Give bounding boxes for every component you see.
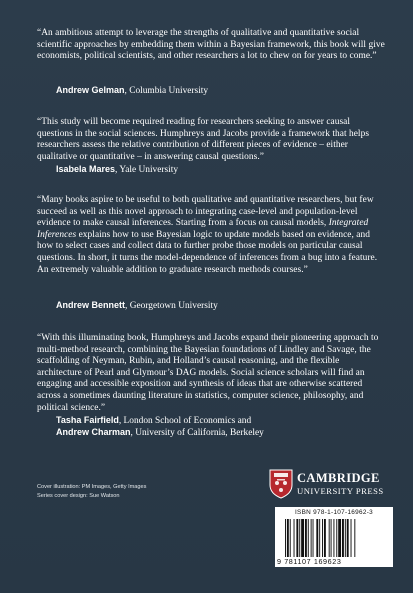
quote-text: explains how to use Bayesian logic to update models based on evidence, and how to select cases and collect data to further probe those models on particular causal questions. In short, it turns the model-dependence of inferences from a bug into a feature. An extremely valuable addition to graduate research methods courses.” [37, 229, 378, 275]
design-credit: Series cover design: Sue Watson [37, 493, 120, 499]
attribution-name: Andrew Bennett [56, 300, 126, 310]
barcode-digits: 9 781107 169623 [277, 557, 342, 566]
cover-credits [37, 483, 146, 501]
publisher-name: CAMBRIDGE [297, 471, 380, 485]
attribution-gelman [56, 85, 396, 98]
quote-text: “Many books aspire to be useful to both qualitative and quantitative researchers, but few succeed as well as this novel approach to integrating case-level and population-level evidence to make causal inferences. Starting from a focus on causal models, [37, 195, 374, 229]
publisher-subtitle: UNIVERSITY PRESS [297, 486, 384, 496]
attribution-name: Isabela Mares [56, 164, 116, 174]
attribution-bennett [56, 300, 396, 313]
isbn-barcode [275, 507, 393, 567]
attribution-name: Andrew Gelman [56, 85, 125, 95]
quote-gelman: “An ambitious attempt to leverage the strengths of qualitative and quantitative social scientific approaches by embedding them within a Bayesian framework, this book will give economists, political scientists, and other researchers a lot to chew on for years to come.” [37, 28, 385, 62]
quote-mares: “This study will become required reading for researchers seeking to answer causal questions in the social sciences. Humphreys and Jacobs provide a framework that helps researchers assess the relative contribution of different pieces of evidence – either qualitative or quantitative – in answering causal questions.” [37, 117, 370, 162]
attribution-charman [56, 427, 396, 440]
attribution-fairfield [56, 415, 396, 428]
attribution-name: Tasha Fairfield [56, 415, 119, 425]
book-title-italic: Integrated Inferences [37, 218, 369, 240]
quote-bennett [37, 195, 385, 276]
attribution-affiliation: , Columbia University [124, 86, 209, 96]
attribution-affiliation: , University of California, Berkeley [130, 428, 264, 438]
isbn-label: ISBN 978-1-107-16962-3 [294, 509, 373, 516]
cambridge-logo [269, 469, 395, 501]
illustration-credit: Cover illustration: PM Images, Getty Images [37, 484, 147, 490]
barcode-bars [285, 519, 385, 557]
attribution-name: Andrew Charman [56, 427, 131, 437]
attribution-affiliation: , Georgetown University [125, 301, 218, 311]
quote-fairfield-charman: “With this illuminating book, Humphreys and Jacobs expand their pioneering approach to multi-method research, combining the Bayesian foundations of Lindley and Savage, the scaffolding of Neyman, Rubin, and Holland’s causal reasoning, and the flexible architecture of Pearl and Glymour’s DAG models. Social science scholars will find an engaging and accessible exposition and synthesis of ideas that are otherwise scattered across a sometimes daunting literature in statistics, computer science, philosophy, and political science.” [37, 333, 379, 413]
attribution-affiliation: , London School of Economics and [118, 416, 252, 426]
attribution-affiliation: , Yale University [115, 165, 179, 175]
attribution-mares [56, 164, 396, 177]
cambridge-shield-icon [269, 469, 293, 499]
